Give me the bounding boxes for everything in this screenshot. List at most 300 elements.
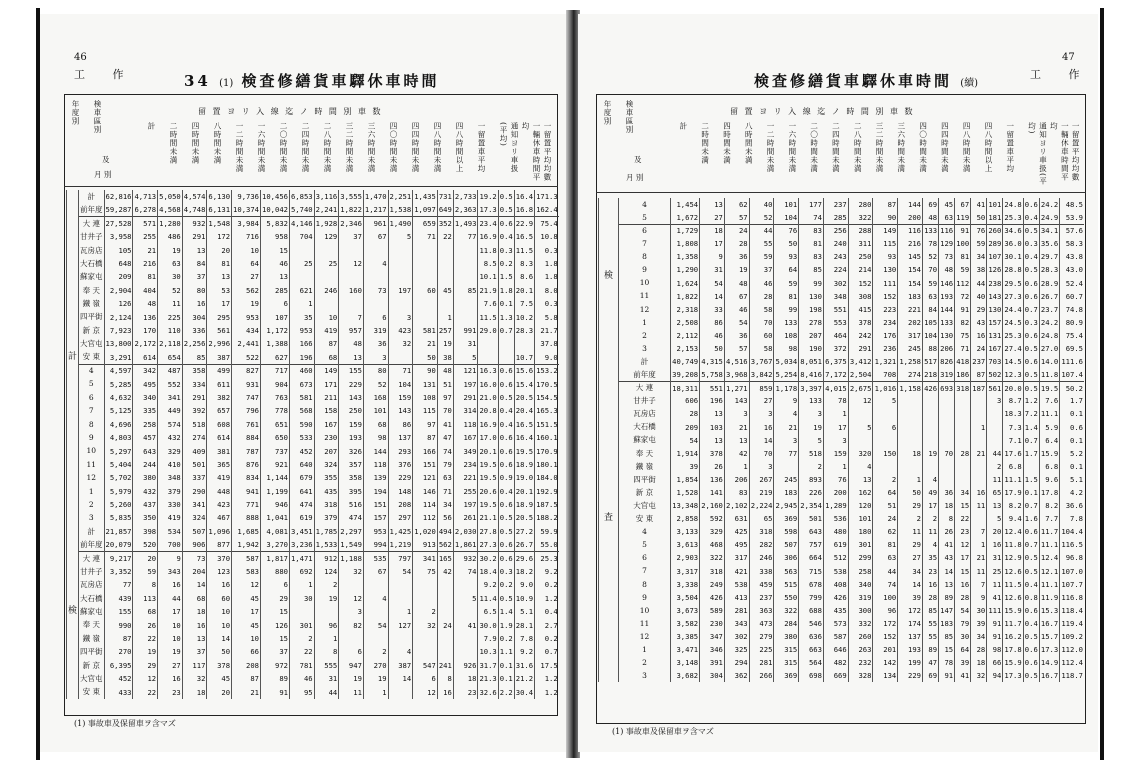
table-cell: 237 — [971, 355, 987, 368]
table-cell: 63 — [939, 211, 955, 224]
table-cell: 19 — [724, 263, 749, 276]
table-cell: 941 — [232, 485, 261, 498]
table-cell: 150 — [873, 447, 898, 460]
table-cell: 42 — [724, 447, 749, 460]
table-cell: 70 — [437, 404, 453, 417]
table-cell: 517 — [923, 355, 939, 368]
table-cell: 4 — [923, 473, 939, 486]
table-cell: 31.7 — [478, 659, 498, 672]
table-cell: 5,835 — [104, 511, 133, 524]
table-cell: 11 — [987, 578, 1003, 591]
table-cell — [437, 270, 453, 283]
table-row — [599, 408, 1085, 421]
table-cell: 550 — [774, 591, 799, 604]
table-cell: 21,857 — [104, 525, 133, 538]
table-cell: 19 — [314, 592, 339, 605]
table-cell — [453, 257, 478, 270]
table-cell: 2,030 — [453, 525, 478, 538]
table-cell: 1,199 — [261, 485, 290, 498]
table-cell: 24.9 — [1039, 211, 1059, 224]
table-cell: 12.9 — [1003, 552, 1023, 565]
table-cell: 258 — [848, 565, 873, 578]
table-cell: 7 — [971, 525, 987, 538]
table-cell: 343 — [724, 617, 749, 630]
table-cell: 679 — [289, 471, 314, 484]
table-cell: 0.6 — [1023, 656, 1039, 669]
row-label: 8 — [619, 250, 671, 263]
table-cell: 0.6 — [498, 458, 514, 471]
table-cell: 27.4 — [1003, 342, 1023, 355]
table-cell: 318 — [955, 381, 971, 394]
table-cell: 41 — [955, 669, 971, 682]
table-cell: 425 — [724, 525, 749, 538]
table-cell: 48 — [339, 337, 364, 350]
table-cell — [923, 394, 939, 407]
table-cell: 64 — [232, 257, 261, 270]
table-row — [67, 257, 559, 270]
table-cell: 4,516 — [724, 355, 749, 368]
table-cell: 183 — [774, 486, 799, 499]
table-cell: 1,914 — [671, 447, 700, 460]
table-cell: 110 — [158, 324, 183, 337]
table-cell: 4,574 — [182, 190, 207, 203]
table-cell: 5.2 — [1060, 447, 1084, 460]
table-cell — [898, 408, 923, 421]
row-label: 5 — [79, 377, 105, 390]
table-cell: 8 — [133, 578, 158, 591]
table-cell: 86 — [388, 418, 413, 431]
table-cell: 19.5 — [478, 458, 498, 471]
table-row — [67, 297, 559, 310]
table-cell: 9 — [700, 250, 725, 263]
table-cell: 2 — [363, 645, 388, 658]
table-cell: 143 — [987, 290, 1003, 303]
table-cell: 329 — [700, 525, 725, 538]
table-cell: 71 — [955, 342, 971, 355]
table-cell: 3 — [339, 605, 364, 618]
table-cell: 372 — [823, 342, 848, 355]
row-label: 大 連 — [619, 381, 671, 394]
table-cell: 520 — [133, 538, 158, 551]
table-cell: 1,388 — [261, 337, 290, 350]
table-cell: 62,816 — [104, 190, 133, 203]
table-cell: 518 — [799, 447, 824, 460]
table-cell: 198 — [799, 303, 824, 316]
table-cell: 151.5 — [535, 418, 559, 431]
table-cell: 27.0 — [1039, 342, 1059, 355]
table-cell: 21.7 — [535, 324, 559, 337]
table-cell: 3,385 — [671, 630, 700, 643]
row-label: 7 — [619, 237, 671, 250]
table-cell: 1.7 — [1023, 447, 1039, 460]
table-cell: 704 — [289, 230, 314, 243]
table-row — [67, 270, 559, 283]
table-cell: 650 — [261, 431, 290, 444]
table-cell: 20.1 — [514, 485, 534, 498]
table-cell: 101 — [848, 512, 873, 525]
table-cell: 24.8 — [1003, 198, 1023, 211]
table-cell: 17 — [823, 421, 848, 434]
table-cell: 3 — [799, 408, 824, 421]
table-cell: 33 — [700, 303, 725, 316]
table-cell: 238 — [987, 277, 1003, 290]
table-cell — [314, 244, 339, 257]
table-cell: 46 — [749, 277, 774, 290]
table-cell: 25.3 — [1003, 211, 1023, 224]
table-row — [599, 198, 1085, 211]
table-cell: 0.2 — [535, 578, 559, 591]
table-cell — [388, 257, 413, 270]
row-label: 3 — [619, 342, 671, 355]
right-column-header: 二八時間未満 — [853, 122, 863, 173]
table-cell: 34 — [971, 250, 987, 263]
table-cell: 60 — [207, 592, 232, 605]
table-cell: 426 — [923, 381, 939, 394]
row-label: 大石橋 — [79, 257, 105, 270]
table-cell — [388, 244, 413, 257]
table-cell: 170 — [133, 324, 158, 337]
table-cell: 42 — [437, 565, 453, 578]
table-cell: 133 — [923, 224, 939, 237]
table-cell: 631 — [724, 512, 749, 525]
table-cell: 6,131 — [207, 203, 232, 216]
table-cell: 16 — [987, 538, 1003, 551]
right-column-header: 計 — [678, 122, 688, 131]
table-cell: 0.4 — [498, 485, 514, 498]
table-row — [599, 656, 1085, 669]
table-cell: 68 — [133, 605, 158, 618]
row-label: 7 — [619, 565, 671, 578]
table-row — [599, 604, 1085, 617]
table-cell: 0.6 — [1023, 525, 1039, 538]
table-cell: 318 — [314, 498, 339, 511]
table-cell: 953 — [232, 311, 261, 324]
table-cell: 27,528 — [104, 217, 133, 230]
table-cell: 362 — [724, 669, 749, 682]
row-label: 10 — [619, 277, 671, 290]
table-cell: 4,315 — [700, 355, 725, 368]
table-cell: 36.0 — [1003, 237, 1023, 250]
table-cell: 274 — [182, 431, 207, 444]
table-row — [67, 391, 559, 404]
table-cell: 69 — [923, 669, 939, 682]
table-cell: 2,256 — [182, 337, 207, 350]
table-cell: 62 — [724, 198, 749, 211]
table-cell: 3 — [823, 434, 848, 447]
table-cell: 50 — [413, 351, 438, 364]
table-cell: 678 — [799, 578, 824, 591]
table-cell — [923, 421, 939, 434]
table-cell: 11.4 — [478, 592, 498, 605]
table-cell: 994 — [363, 538, 388, 551]
table-cell: 715 — [799, 565, 824, 578]
table-cell — [437, 578, 453, 591]
table-cell: 3 — [774, 434, 799, 447]
table-cell: 15 — [955, 565, 971, 578]
table-cell: 0.1 — [1060, 460, 1084, 473]
table-cell: 89 — [939, 591, 955, 604]
table-cell: 236 — [873, 342, 898, 355]
table-cell: 76 — [823, 473, 848, 486]
table-cell: 126 — [987, 263, 1003, 276]
table-cell: 86 — [700, 316, 725, 329]
table-cell: 1,280 — [158, 217, 183, 230]
table-cell: 2 — [923, 512, 939, 525]
table-cell: 0.6 — [498, 552, 514, 565]
table-cell: 15.9 — [1039, 447, 1059, 460]
table-cell: 19 — [158, 645, 183, 658]
table-cell: 144 — [939, 303, 955, 316]
table-cell: 167 — [453, 431, 478, 444]
table-cell: 63 — [873, 552, 898, 565]
row-label: 瓦房店 — [619, 408, 671, 421]
table-cell: 41 — [437, 418, 453, 431]
table-cell: 2 — [314, 578, 339, 591]
table-cell: 44 — [314, 685, 339, 698]
table-cell: 5 — [987, 512, 1003, 525]
table-cell: 20.5 — [514, 391, 534, 404]
table-cell: 284 — [774, 617, 799, 630]
table-cell: 11 — [158, 297, 183, 310]
table-cell: 482 — [823, 656, 848, 669]
table-cell — [923, 434, 939, 447]
table-cell: 37 — [261, 645, 290, 658]
table-cell: 67 — [724, 290, 749, 303]
table-cell: 184.0 — [535, 471, 559, 484]
table-cell: 4,081 — [261, 525, 290, 538]
table-cell: 107.7 — [1060, 578, 1084, 591]
table-cell: 281 — [724, 604, 749, 617]
table-cell: 291 — [182, 391, 207, 404]
table-cell: 486 — [158, 230, 183, 243]
table-cell: 11 — [971, 565, 987, 578]
row-label: 11 — [619, 617, 671, 630]
table-cell: 2 — [413, 605, 438, 618]
table-cell: 439 — [104, 592, 133, 605]
table-cell: 0.6 — [1023, 643, 1039, 656]
left-column-header: 四八時間以上 — [455, 122, 464, 173]
table-cell: 14.9 — [1039, 656, 1059, 669]
table-cell: 29 — [971, 303, 987, 316]
table-cell: 37 — [182, 645, 207, 658]
left-head-year-label: 年度別 — [71, 100, 80, 126]
table-cell: 23 — [923, 565, 939, 578]
table-cell: 535 — [363, 552, 388, 565]
table-cell — [363, 605, 388, 618]
table-cell: 16.8 — [514, 203, 534, 216]
table-cell: 21 — [774, 421, 799, 434]
table-cell: 387 — [207, 351, 232, 364]
table-cell: 308 — [848, 290, 873, 303]
table-cell: 78 — [923, 237, 939, 250]
table-cell: 552 — [158, 377, 183, 390]
table-cell: 34.6 — [1003, 224, 1023, 237]
table-cell: 71 — [413, 230, 438, 243]
table-cell: 1,217 — [363, 203, 388, 216]
table-cell: 82 — [339, 619, 364, 632]
left-column-header: 四時間未満 — [191, 122, 200, 165]
table-cell: 13 — [182, 244, 207, 257]
table-cell: 22 — [133, 685, 158, 698]
table-cell: 113 — [133, 592, 158, 605]
table-cell: 0.5 — [498, 511, 514, 524]
table-cell: 0.2 — [498, 632, 514, 645]
table-cell: 1,822 — [671, 290, 700, 303]
table-cell: 16 — [158, 578, 183, 591]
table-cell: 130 — [873, 263, 898, 276]
table-cell: 799 — [799, 591, 824, 604]
table-cell: 410 — [158, 458, 183, 471]
table-cell: 230 — [700, 617, 725, 630]
table-cell: 6.8 — [1003, 460, 1023, 473]
table-cell: 21.9 — [478, 284, 498, 297]
row-label: 4 — [619, 198, 671, 211]
table-cell: 19 — [158, 244, 183, 257]
table-cell: 494 — [437, 525, 453, 538]
table-cell: 7 — [971, 578, 987, 591]
table-cell: 225 — [158, 311, 183, 324]
table-cell — [388, 297, 413, 310]
table-cell: 209 — [671, 421, 700, 434]
table-cell: 592 — [700, 512, 725, 525]
row-label: 1 — [79, 485, 105, 498]
table-row — [599, 578, 1085, 591]
table-cell: 143 — [724, 394, 749, 407]
table-cell: 6,395 — [104, 659, 133, 672]
table-cell: 166 — [289, 337, 314, 350]
table-cell: 95 — [289, 685, 314, 698]
table-cell: 4,713 — [133, 190, 158, 203]
table-cell: 350 — [133, 511, 158, 524]
table-cell: 71 — [437, 485, 453, 498]
table-cell: 20.5 — [514, 511, 534, 524]
table-row — [599, 643, 1085, 656]
table-cell: 3,451 — [289, 525, 314, 538]
table-cell: 118 — [453, 418, 478, 431]
table-cell: 1.8 — [535, 270, 559, 283]
table-cell: 13 — [724, 434, 749, 447]
table-cell: 1,454 — [671, 198, 700, 211]
table-cell: 99 — [799, 277, 824, 290]
table-cell: 379 — [314, 511, 339, 524]
table-cell: 85 — [799, 263, 824, 276]
table-cell: 75 — [413, 565, 438, 578]
table-cell: 0.7 — [535, 645, 559, 658]
table-cell: 12.3 — [1003, 368, 1023, 381]
table-cell: 69.5 — [1060, 342, 1084, 355]
table-cell: 5,297 — [104, 444, 133, 457]
table-cell: 3,397 — [799, 381, 824, 394]
table-cell: 118.4 — [1060, 604, 1084, 617]
table-cell — [437, 632, 453, 645]
table-cell: 54 — [671, 434, 700, 447]
table-cell: 47 — [437, 431, 453, 444]
table-cell: 827 — [232, 364, 261, 377]
table-cell: 1.2 — [1023, 394, 1039, 407]
table-cell: 246 — [749, 552, 774, 565]
right-head-row-label-1: 検車區別 — [625, 100, 634, 134]
table-cell: 229 — [388, 471, 413, 484]
table-cell: 0.3 — [1023, 316, 1039, 329]
table-cell: 59 — [971, 237, 987, 250]
table-cell: 16.7 — [1039, 669, 1059, 682]
table-cell: 1,854 — [671, 473, 700, 486]
table-cell: 41 — [453, 619, 478, 632]
table-cell: 30.0 — [478, 619, 498, 632]
table-cell: 144 — [898, 198, 923, 211]
table-cell: 37 — [182, 270, 207, 283]
table-cell — [413, 592, 438, 605]
table-cell: 7.2 — [1023, 408, 1039, 421]
table-cell: 990 — [104, 619, 133, 632]
table-cell: 16.5 — [514, 230, 534, 243]
table-cell: 31 — [314, 672, 339, 685]
table-cell: 877 — [207, 538, 232, 551]
table-cell: 20.0 — [1003, 381, 1023, 394]
left-column-header: 二時間未満 — [169, 122, 178, 165]
row-label: 12 — [619, 630, 671, 643]
table-cell: 17.6 — [1003, 447, 1023, 460]
table-row — [599, 591, 1085, 604]
table-cell: 11.1 — [1039, 408, 1059, 421]
table-cell: 10.2 — [514, 311, 534, 324]
table-cell: 1,258 — [898, 355, 923, 368]
table-cell — [437, 257, 453, 270]
table-cell: 0.4 — [498, 418, 514, 431]
table-cell: 5.1 — [1060, 473, 1084, 486]
table-row — [599, 538, 1085, 551]
table-cell: 87 — [104, 632, 133, 645]
table-cell: 91 — [987, 617, 1003, 630]
table-cell: 154.5 — [535, 391, 559, 404]
table-cell: 153.2 — [535, 364, 559, 377]
table-cell: 250 — [339, 404, 364, 417]
table-cell: 142 — [873, 656, 898, 669]
left-head-row-label-1: 検車區別 — [93, 100, 102, 134]
table-cell: 117 — [182, 659, 207, 672]
table-cell: 10 — [207, 619, 232, 632]
table-cell: 114 — [413, 498, 438, 511]
table-cell: 19 — [339, 672, 364, 685]
table-cell: 29.5 — [1003, 277, 1023, 290]
table-cell: 80 — [363, 364, 388, 377]
table-cell: 136 — [700, 473, 725, 486]
row-label: 鐵 嶺 — [79, 297, 105, 310]
table-cell — [339, 578, 364, 591]
table-cell: 669 — [823, 669, 848, 682]
table-cell: 256 — [823, 224, 848, 237]
table-row — [67, 672, 559, 685]
table-cell: 81 — [133, 270, 158, 283]
table-cell: 11.7 — [1039, 525, 1059, 538]
table-cell: 35.6 — [1039, 237, 1059, 250]
row-label: 前年度 — [79, 538, 105, 551]
table-cell: 28 — [971, 643, 987, 656]
table-cell: 18.9 — [514, 458, 534, 471]
table-row — [599, 486, 1085, 499]
table-cell: 41 — [939, 538, 955, 551]
table-cell: 261 — [453, 511, 478, 524]
table-cell: 9,217 — [104, 552, 133, 565]
table-cell: 18.4 — [478, 565, 498, 578]
table-cell: 23 — [453, 685, 478, 698]
table-cell: 10 — [314, 311, 339, 324]
table-row — [599, 290, 1085, 303]
table-cell: 18.2 — [514, 565, 534, 578]
table-cell: 17.5 — [535, 659, 559, 672]
table-cell: 0.7 — [1023, 499, 1039, 512]
left-page-number: 46 — [74, 52, 87, 63]
